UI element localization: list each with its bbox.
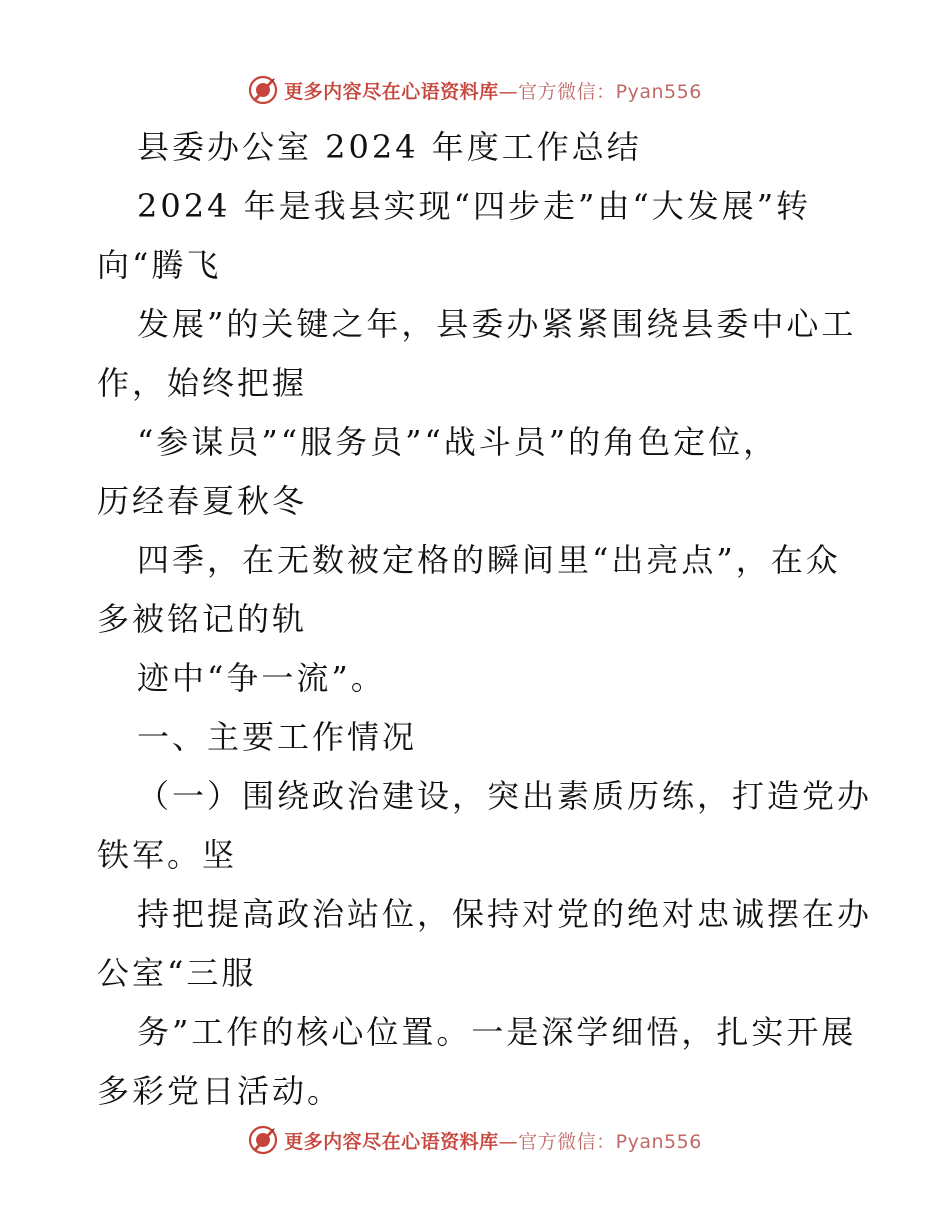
paragraph-line: 迹中“争一流”。 <box>137 659 386 697</box>
paragraph-line: 作，始终把握 <box>97 364 308 402</box>
header-watermark <box>0 70 950 110</box>
document-title: 县委办公室 2024 年度工作总结 <box>137 128 642 166</box>
quill-seal-icon <box>248 75 278 105</box>
watermark-text: 更多内容尽在心语资料库—官方微信：Pyan556 <box>284 80 702 103</box>
paragraph-line: 四季，在无数被定格的瞬间里“出亮点”，在众 <box>137 541 841 579</box>
document-body <box>97 118 873 1121</box>
footer-watermark <box>0 1120 950 1160</box>
paragraph-line: 铁军。坚 <box>97 836 238 874</box>
paragraph-line: “参谋员”“服务员”“战斗员”的角色定位， <box>137 423 779 461</box>
quill-seal-icon <box>248 1125 278 1155</box>
watermark-text: 更多内容尽在心语资料库—官方微信：Pyan556 <box>284 1130 702 1153</box>
paragraph-line: 多彩党日活动。 <box>97 1072 343 1110</box>
paragraph-line: 2024 年是我县实现“四步走”由“大发展”转 <box>137 187 812 225</box>
paragraph-line: 公室“三服 <box>97 954 257 992</box>
paragraph-line: 持把提高政治站位，保持对党的绝对忠诚摆在办 <box>137 895 873 933</box>
paragraph-line: 历经春夏秋冬 <box>97 482 308 520</box>
subsection-heading: （一）围绕政治建设，突出素质历练，打造党办 <box>137 777 873 815</box>
paragraph-line: 向“腾飞 <box>97 246 222 284</box>
paragraph-line: 多被铭记的轨 <box>97 600 308 638</box>
section-heading: 一、主要工作情况 <box>137 718 418 756</box>
paragraph-line: 发展”的关键之年，县委办紧紧围绕县委中心工 <box>137 305 857 343</box>
paragraph-line: 务”工作的核心位置。一是深学细悟，扎实开展 <box>137 1013 857 1051</box>
